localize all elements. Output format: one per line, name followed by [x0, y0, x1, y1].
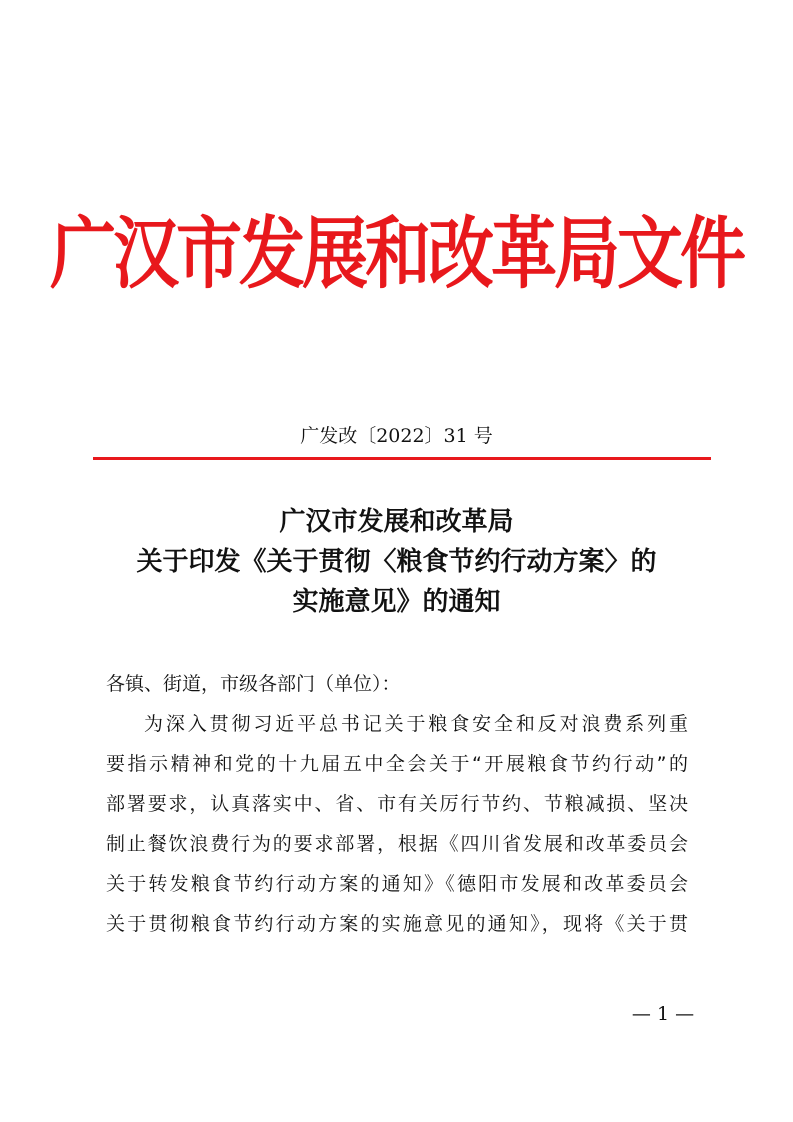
- masthead-title: 广汉市发展和改革局文件: [50, 208, 743, 300]
- red-separator-line: [93, 457, 711, 460]
- document-title-line: 实施意见》的通知: [292, 587, 501, 617]
- paragraph-line: 部署要求，认真落实中、省、市有关厉行节约、节粮减损、坚决: [106, 793, 688, 815]
- document-title: [0, 502, 793, 622]
- paragraph-line: 关于贯彻粮食节约行动方案的实施意见的通知》，现将《关于贯: [106, 913, 688, 935]
- paragraph-line: 关于转发粮食节约行动方案的通知》《德阳市发展和改革委员会: [106, 873, 688, 895]
- document-body: [106, 664, 688, 944]
- page-number: — 1 —: [631, 1003, 695, 1025]
- document-number: 广发改〔2022〕31 号: [300, 425, 493, 447]
- document-title-line: 广汉市发展和改革局: [279, 507, 514, 537]
- paragraph-line: 要指示精神和党的十九届五中全会关于“开展粮食节约行动”的: [106, 753, 688, 775]
- salutation: 各镇、街道，市级各部门（单位）：: [106, 673, 401, 695]
- paragraph-line: 为深入贯彻习近平总书记关于粮食安全和反对浪费系列重: [144, 713, 688, 735]
- paragraph-line: 制止餐饮浪费行为的要求部署，根据《四川省发展和改革委员会: [106, 833, 688, 855]
- document-title-line: 关于印发《关于贯彻〈粮食节约行动方案〉的: [136, 547, 657, 577]
